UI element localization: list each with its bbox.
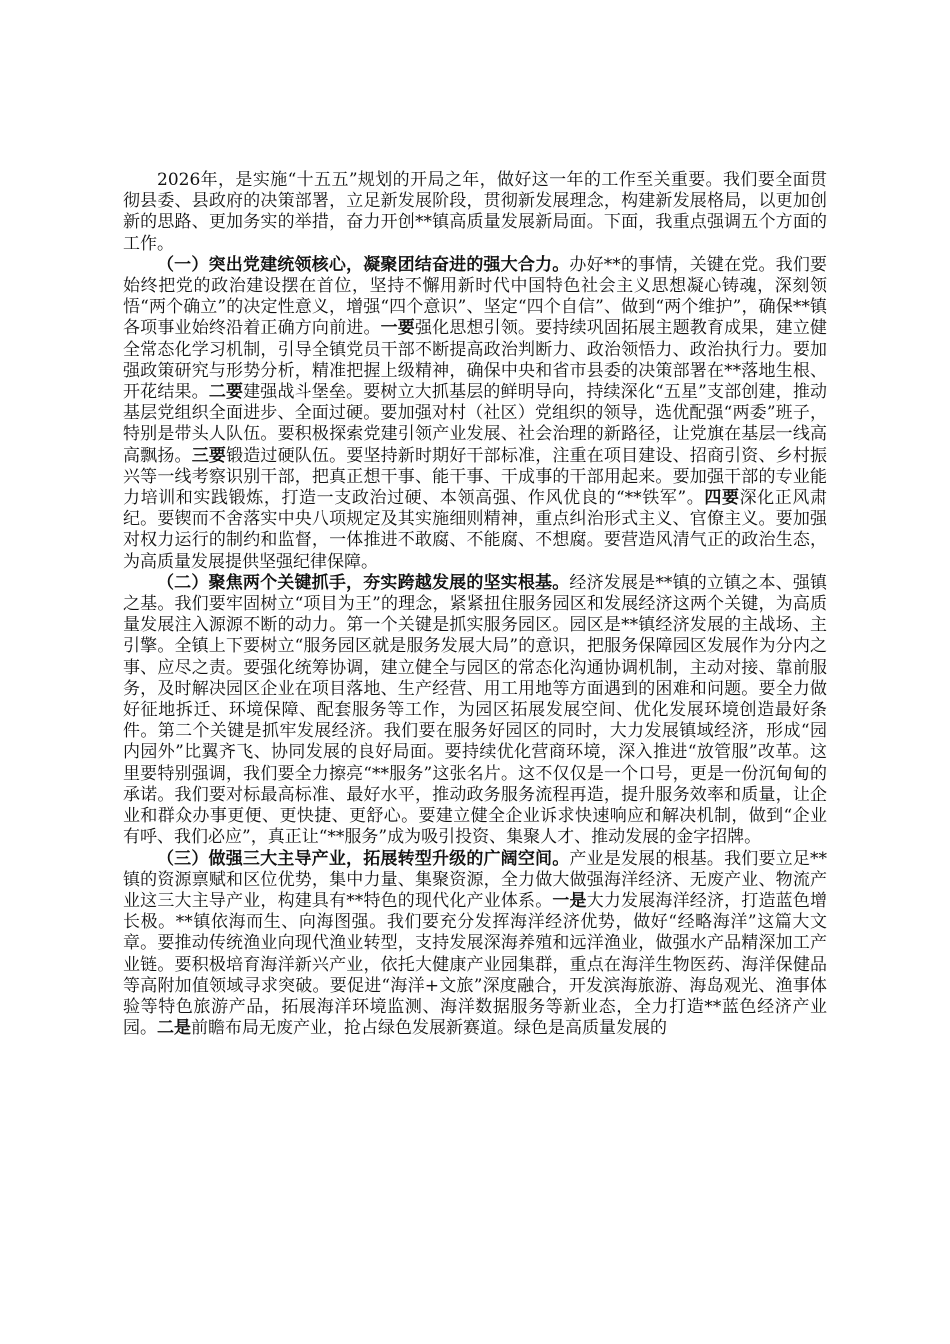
text-run: 办好**的事情，关键在党。我们要始终把党的政治建设摆在首位，坚持不懈用新时代中国特色社会主义思想凝心铸魂，深刻领悟“两个确立”的决定性意义，增强“四个意识”、坚定“四个自信”、做到“两个维护”，确保**镇各项事业始终沿着正确方向前进。 [123, 254, 828, 339]
paragraph-intro [123, 170, 827, 255]
text-run: 前瞻布局无废产业，抢占绿色发展新赛道。绿色是高质量发展的 [191, 1018, 667, 1039]
section-heading: （二）聚焦两个关键抓手，夯实跨越发展的坚实根基。 [157, 572, 570, 593]
point-marker: 一是 [552, 890, 587, 911]
text-run: 大力发展海洋经济，打造蓝色增长极。**镇依海而生、向海图强。我们要充分发挥海洋经济优势，做好“经略海洋”这篇大文章。要推动传统渔业向现代渔业转型，支持发展深海养殖和远洋渔业，做强水产品精深加工产业链。要积极培育海洋新兴产业，依托大健康产业园集群，重点在海洋生物医药、海洋保健品等高附加值领域寻求突破。要促进“海洋+文旅”深度融合，开发滨海旅游、海岛观光、渔事体验等特色旅游产品，拓展海洋环境监测、海洋数据服务等新业态，全力打造**蓝色经济产业园。 [123, 890, 828, 1039]
document-body [123, 170, 827, 1039]
text-run: 深化正风肃纪。要锲而不舍落实中央八项规定及其实施细则精神，重点纠治形式主义、官僚主义。要加强对权力运行的制约和监督，一体推进不敢腐、不能腐、不想腐。要营造风清气正的政治生态，为高质量发展提供坚强纪律保障。 [123, 488, 827, 572]
text-run: 2026年，是实施“十五五”规划的开局之年，做好这一年的工作至关重要。我们要全面贯彻县委、县政府的决策部署，立足新发展阶段，贯彻新发展理念，构建新发展格局，以更加创新的思路、更加务实的举措，奋力开创**镇高质量发展新局面。下面，我重点强调五个方面的工作。 [123, 170, 827, 254]
paragraph-section-1 [123, 255, 827, 573]
point-marker: 四要 [704, 488, 740, 509]
paragraph-section-2 [123, 573, 827, 849]
text-run: 强化思想引领。要持续巩固拓展主题教育成果，建立健全常态化学习机制，引导全镇党员干部不断提高政治判断力、政治领悟力、政治执行力。要加强政策研究与形势分析，精准把握上级精神，确保中央和省市县委的决策部署在**落地生根、开花结果。 [123, 318, 828, 403]
text-run: 建强战斗堡垒。要树立大抓基层的鲜明导向，持续深化“五星”支部创建，推动基层党组织全面进步、全面过硬。要加强对村（社区）党组织的领导，选优配强“两委”班子，特别是带头人队伍。要积极探索党建引领产业发展、社会治理的新路径，让党旗在基层一线高高飘扬。 [123, 382, 828, 466]
text-run: 锻造过硬队伍。要坚持新时期好干部标准，注重在项目建设、招商引资、乡村振兴等一线考察识别干部，把真正想干事、能干事、干成事的干部用起来。要加强干部的专业能力培训和实践锻炼，打造一支政治过硬、本领高强、作风优良的“**铁军”。 [123, 445, 828, 509]
text-run: 产业是发展的根基。我们要立足**镇的资源禀赋和区位优势，集中力量、集聚资源，全力做大做强海洋经济、无废产业、物流产业这三大主导产业，构建具有**特色的现代化产业体系。 [123, 848, 828, 911]
section-heading: （一）突出党建统领核心，凝聚团结奋进的强大合力。 [157, 254, 570, 275]
point-marker: 一要 [380, 318, 415, 339]
point-marker: 二是 [157, 1018, 191, 1039]
paragraph-section-3 [123, 849, 827, 1040]
point-marker: 三要 [191, 445, 227, 466]
text-run: 经济发展是**镇的立镇之本、强镇之基。我们要牢固树立“项目为王”的理念，紧紧扭住服务园区和发展经济这两个关键，为高质量发展注入源源不断的动力。第一个关键是抓实服务园区。园区是**镇经济发展的主战场、主引擎。全镇上下要树立“服务园区就是服务发展大局”的意识，把服务保障园区发展作为分内之事、应尽之责。要强化统筹协调，建立健全与园区的常态化沟通协调机制，主动对接、靠前服务，及时解决园区企业在项目落地、生产经营、用工用地等方面遇到的困难和问题。要全力做好征地拆迁、环境保障、配套服务等工作，为园区拓展发展空间、优化发展环境创造最好条件。第二个关键是抓牢发展经济。我们要在服务好园区的同时，大力发展镇域经济，形成“园内园外”比翼齐飞、协同发展的良好局面。要持续优化营商环境，深入推进“放管服”改革。这里要特别强调，我们要全力擦亮“**服务”这张名片。这不仅仅是一个口号，更是一份沉甸甸的承诺。我们要对标最高标准、最好水平，推动政务服务流程再造，提升服务效率和质量，让企业和群众办事更便、更快捷、更舒心。要建立健全企业诉求快速响应和解决机制，做到“企业有呼、我们必应”，真正让“**服务”成为吸引投资、集聚人才、推动发展的金字招牌。 [123, 572, 828, 848]
point-marker: 二要 [208, 382, 244, 403]
section-heading: （三）做强三大主导产业，拓展转型升级的广阔空间。 [157, 848, 570, 869]
